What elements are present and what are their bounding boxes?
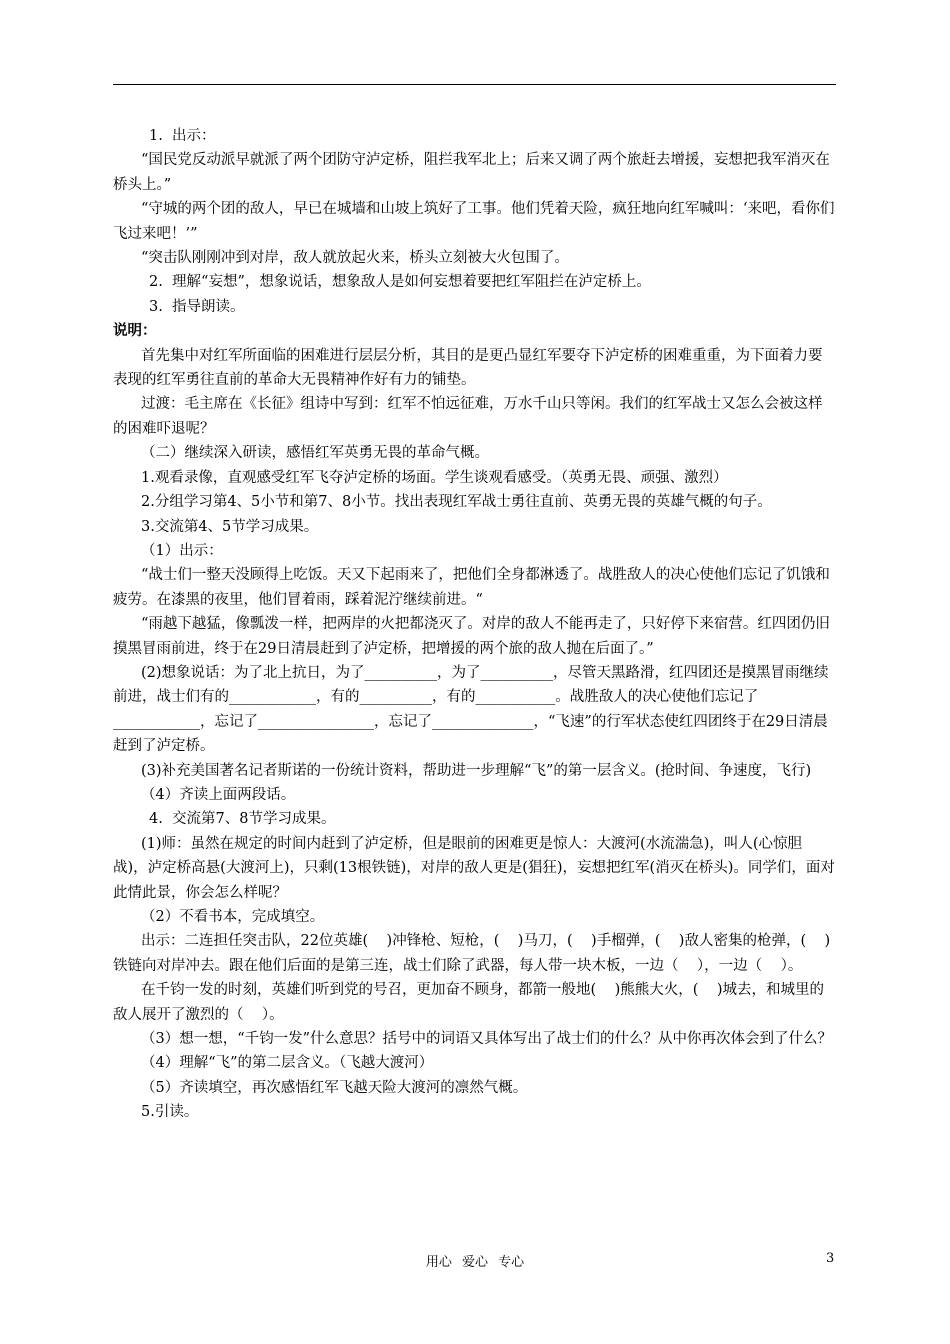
- paragraph: (1)师：虽然在规定的时间内赶到了泸定桥，但是眼前的困难更是惊人：大渡河(水流湍急)，叫人(心惊胆战)，泸定桥高悬(大渡河上)，只剩(13根铁链)，对岸的敌人更是(猖狂)，妄想把红军(消灭在桥头)。同学们，面对此情此景，你会怎么样呢？: [113, 835, 835, 901]
- paragraph: （5）齐读填空，再次感悟红军飞越天险大渡河的凛然气概。: [141, 1079, 528, 1096]
- paragraph: 3. 指导朗读。: [149, 298, 245, 315]
- paragraph: 5.引读。: [141, 1104, 199, 1121]
- paragraph: “突击队刚刚冲到对岸，敌人就放起火来，桥头立刻被大火包围了。: [141, 250, 569, 267]
- paragraph: （1）出示：: [141, 542, 223, 559]
- paragraph: （二）继续深入研读，感悟红军英勇无畏的革命气概。: [141, 445, 489, 462]
- paragraph: “雨越下越猛，像瓢泼一样，把两岸的火把都浇灭了。对岸的敌人不能再走了，只好停下来宿营。红四团仍旧摸黑冒雨前进，终于在29日清晨赶到了泸定桥，把增援的两个旅的敌人抛在后面了。”: [113, 616, 830, 657]
- paragraph: 1. 出示：: [149, 128, 216, 144]
- paragraph: 3.交流第4、5节学习成果。: [141, 518, 319, 535]
- paragraph: 首先集中对红军所面临的困难进行层层分析，其目的是更凸显红军要夺下泸定桥的困难重重，为下面着力要表现的红军勇往直前的革命大无畏精神作好有力的铺垫。: [113, 347, 823, 389]
- paragraph: “战士们一整天没顾得上吃饭。天又下起雨来了，把他们全身都淋透了。战胜敌人的决心使他们忘记了饥饿和疲劳。在漆黑的夜里，他们冒着雨，踩着泥泞继续前进。“: [113, 567, 830, 608]
- paragraph: “国民党反动派早就派了两个团防守泸定桥，阻拦我军北上；后来又调了两个旅赶去增援，妄想把我军消灭在桥头上。”: [113, 152, 830, 193]
- paragraph: （4）理解“飞”的第二层含义。（飞越大渡河）: [141, 1055, 434, 1072]
- paragraph: （4）齐读上面两段话。: [141, 786, 296, 803]
- paragraph: (2)想象说话：为了北上抗日，为了__________，为了__________，尽管天黑路滑，红四团还是摸黑冒雨继续前进，战士们有的____________，有的__________，有的___________。战胜敌人的决心使他们忘记了____________，忘记了________________，忘记了______________，“飞速”的行军状态使红四团终于在29日清晨赶到了泸定桥。: [113, 664, 829, 755]
- header-rule: [113, 84, 836, 85]
- paragraph: 1.观看录像，直观感受红军飞夺泸定桥的场面。学生谈观看感受。（英勇无畏、顽强、激烈）: [141, 469, 728, 486]
- paragraph: 4. 交流第7、8节学习成果。: [149, 811, 336, 828]
- paragraph: (3)补充美国著名记者斯诺的一份统计资料，帮助进一步理解“飞”的第一层含义。(抢时间、争速度，飞行): [141, 762, 812, 779]
- paragraph: （2）不看书本，完成填空。: [141, 909, 325, 925]
- paragraph: 2.分组学习第4、5小节和第7、8小节。找出表现红军战士勇往直前、英勇无畏的英雄气概的句子。: [141, 494, 772, 511]
- paragraph: 2. 理解“妄想”，想象说话，想象敌人是如何妄想着要把红军阻拦在泸定桥上。: [149, 274, 651, 291]
- paragraph: （3）想一想，“千钧一发”什么意思？括号中的词语又具体写出了战士们的什么？从中你再次体会到了什么？: [141, 1031, 833, 1048]
- section-heading: 说明：: [113, 322, 157, 340]
- paragraph: 出示：二连担任突击队，22位英雄( )冲锋枪、短枪，( )马刀，( )手榴弹，( )敌人密集的枪弹，( )铁链向对岸冲去。跟在他们后面的是第三连，战士们除了武器，每人带一块木板，一边（ ），一边（ ）。: [113, 933, 831, 974]
- page-number: 3: [826, 1251, 835, 1266]
- paragraph: “守城的两个团的敌人，早已在城墙和山坡上筑好了工事。他们凭着天险，疯狂地向红军喊叫：‘来吧，看你们飞过来吧！’”: [113, 201, 835, 242]
- document-body: [113, 124, 836, 1125]
- footer-motto: 用心 爱心 专心: [425, 1255, 525, 1270]
- paragraph: 在千钧一发的时刻，英雄们听到党的号召，更加奋不顾身，都箭一般地( )熊熊大火，( )城去，和城里的敌人展开了激烈的（ ）。: [113, 982, 824, 1023]
- paragraph: 过渡：毛主席在《长征》组诗中写到：红军不怕远征难，万水千山只等闲。我们的红军战士又怎么会被这样的困难吓退呢？: [113, 396, 823, 437]
